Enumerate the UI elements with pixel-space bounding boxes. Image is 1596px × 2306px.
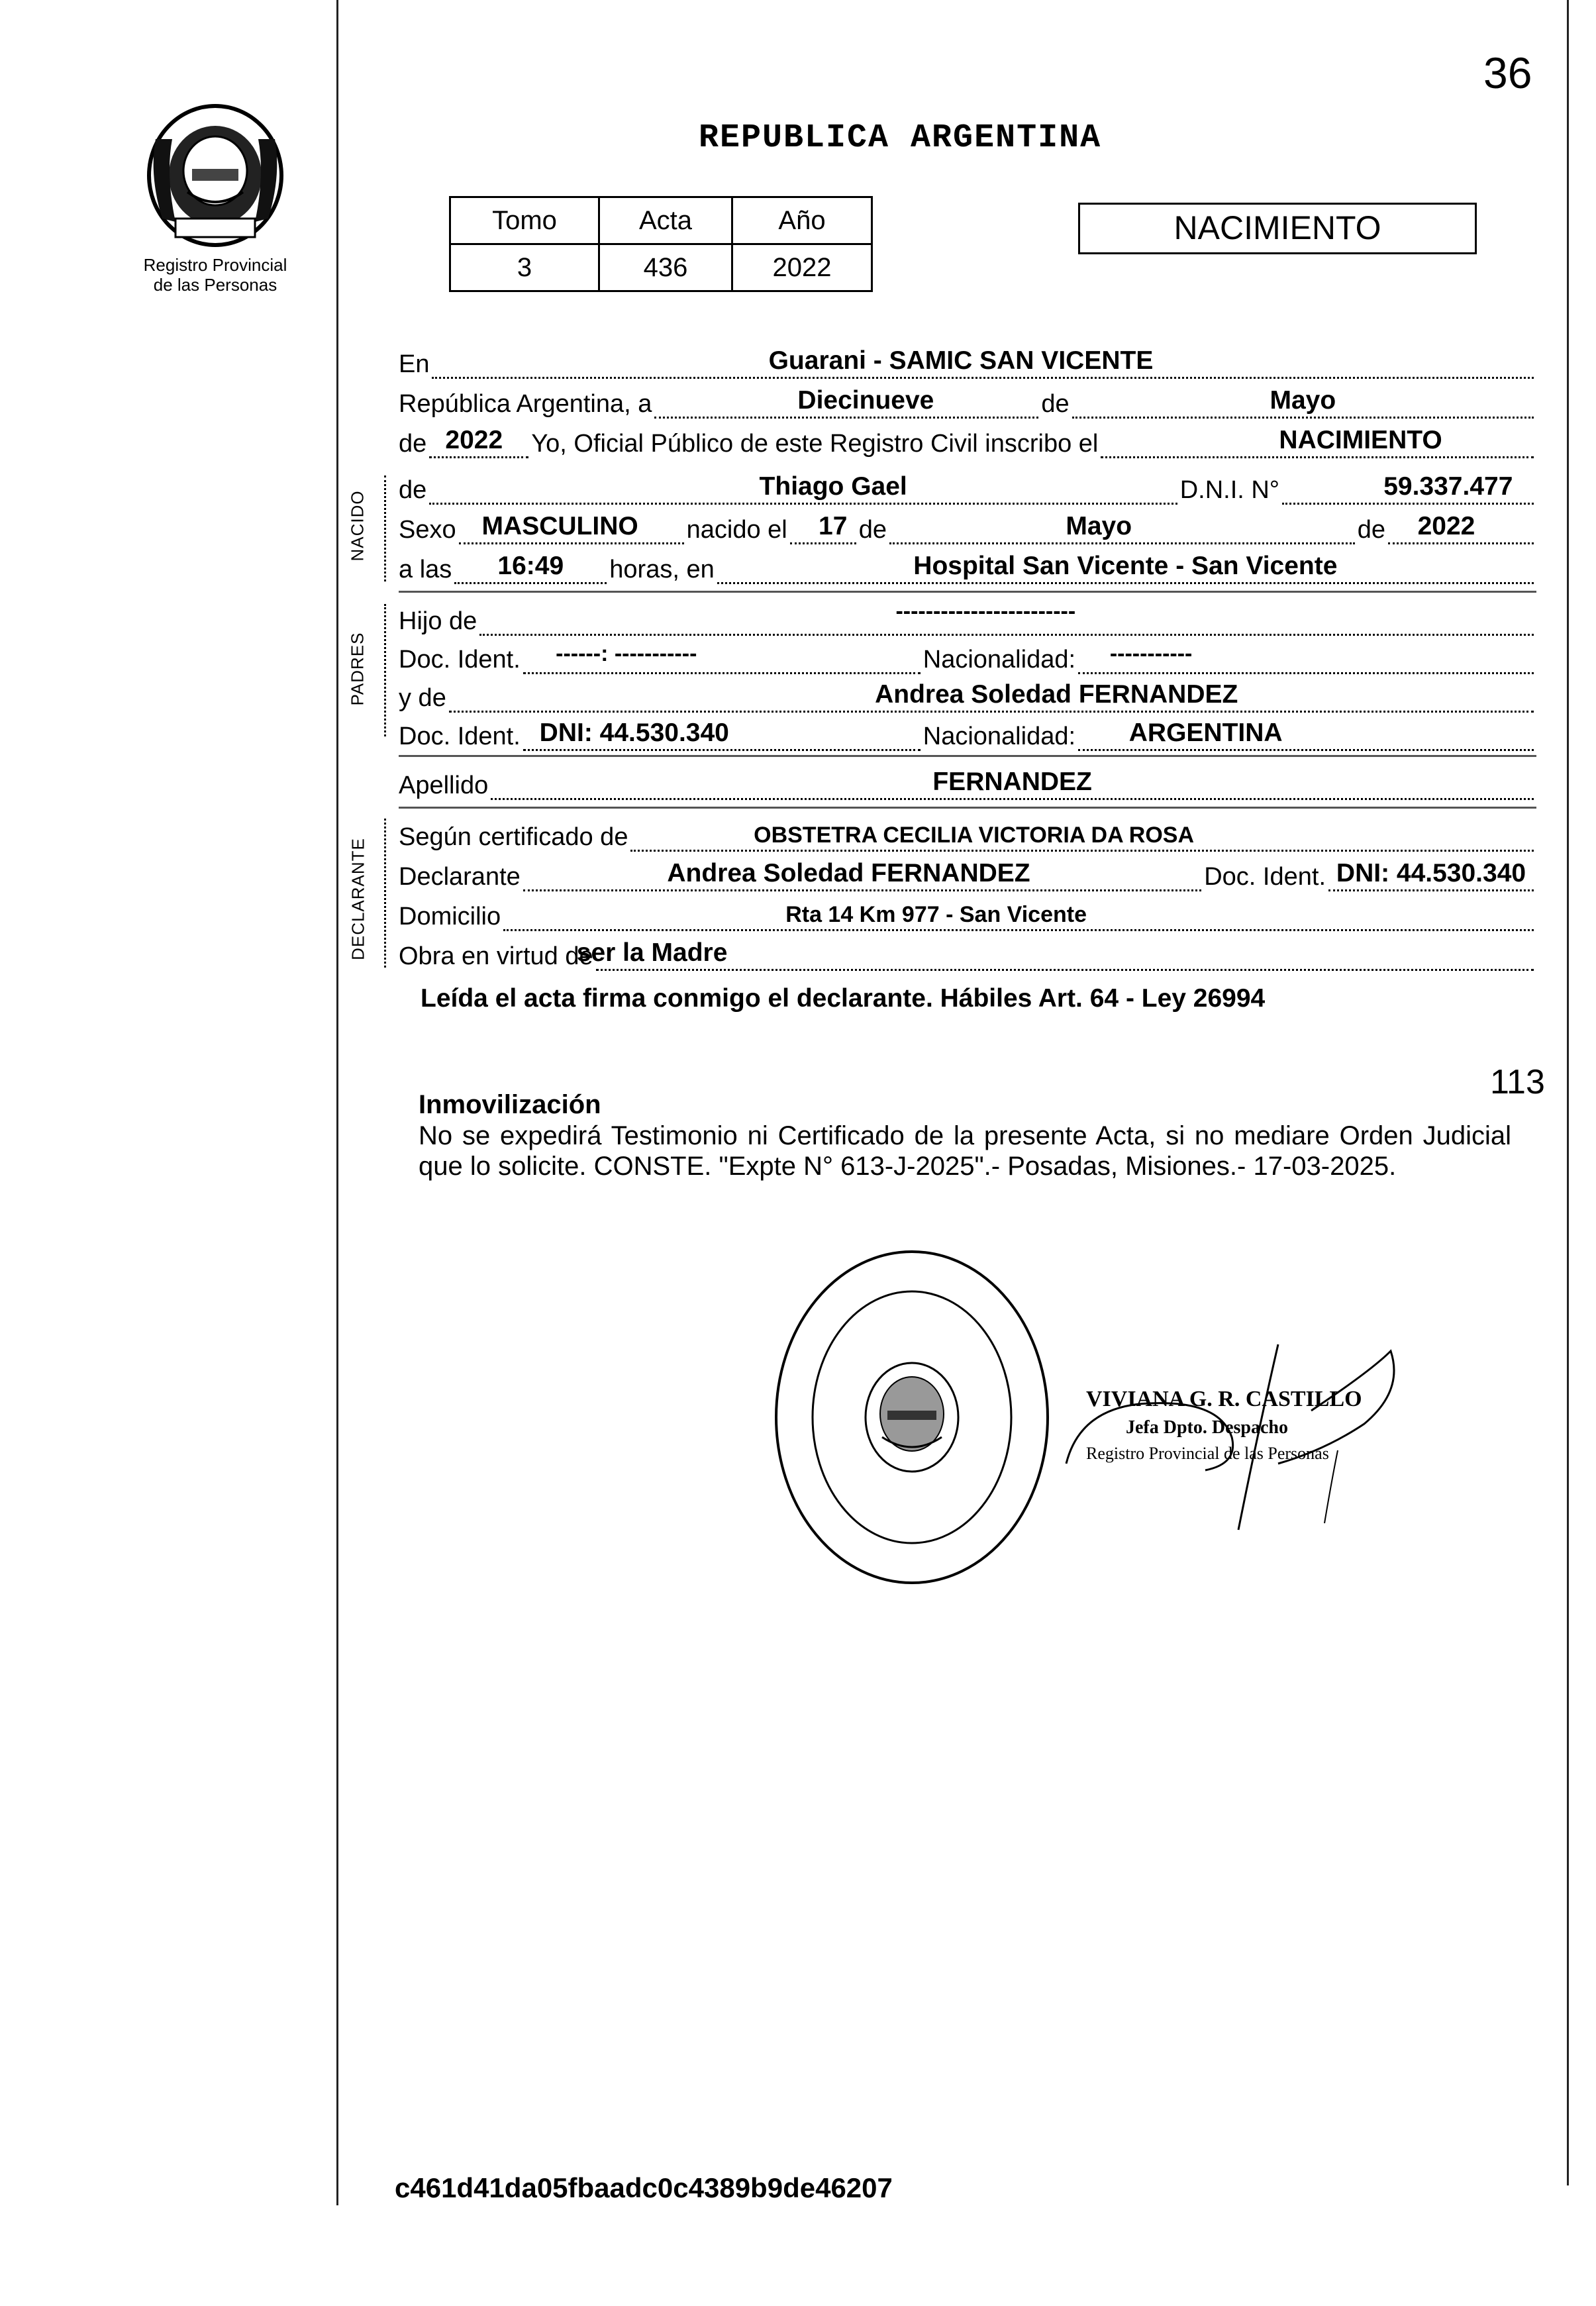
label-hijo-de: Hijo de <box>399 607 477 635</box>
field-birth-place-leader <box>717 553 1534 584</box>
field-birth-month-leader <box>889 513 1355 544</box>
label-apellido: Apellido <box>399 772 489 799</box>
intro-row-2 <box>399 379 1536 419</box>
label-nacido-el: nacido el <box>686 516 787 544</box>
field-birth-day-leader <box>790 513 856 544</box>
field-certificate-leader <box>630 821 1534 852</box>
field-father-leader <box>479 599 1534 636</box>
padres-row-3 <box>399 673 1536 713</box>
field-day-leader <box>654 387 1038 419</box>
label-de-name: de <box>399 476 427 504</box>
table-value-acta: 436 <box>599 244 732 291</box>
field-birth-year-leader <box>1388 513 1534 544</box>
field-obra-leader <box>576 938 1534 971</box>
field-mother-nationality-leader <box>1078 720 1534 751</box>
field-declarante: Andrea Soledad FERNANDEZ <box>667 859 1030 887</box>
field-father-nationality-leader <box>1078 643 1534 674</box>
field-certificate: OBSTETRA CECILIA VICTORIA DA ROSA <box>754 823 1195 848</box>
table-header-tomo: Tomo <box>450 197 599 244</box>
table-header-anio: Año <box>732 197 872 244</box>
intro-row-1 <box>399 339 1536 379</box>
field-time-leader <box>454 553 607 584</box>
inmovilizacion-title: Inmovilización <box>419 1090 601 1119</box>
page-sub-number: 113 <box>1490 1063 1545 1101</box>
left-margin-rule <box>336 0 338 2205</box>
field-declarante-doc-leader <box>1328 860 1534 891</box>
field-month: Mayo <box>1270 386 1336 415</box>
label-obra: Obra en virtud de <box>399 942 593 970</box>
page-number: 36 <box>1483 48 1532 97</box>
field-father-nationality: ----------- <box>1109 641 1193 666</box>
label-republica: República Argentina, a <box>399 390 652 418</box>
section-label-padres: PADRES <box>347 632 368 706</box>
field-father: ------------------------ <box>895 599 1076 624</box>
field-birth-day: 17 <box>819 512 848 540</box>
field-sexo: MASCULINO <box>481 512 638 540</box>
record-type-box: NACIMIENTO <box>1078 203 1477 254</box>
registry-caption-line2: de las Personas <box>153 275 277 295</box>
field-birth-place: Hospital San Vicente - San Vicente <box>913 552 1338 580</box>
field-domicilio: Rta 14 Km 977 - San Vicente <box>785 902 1087 927</box>
label-domicilio: Domicilio <box>399 903 501 930</box>
divider-after-nacido <box>399 591 1536 593</box>
label-de-year: de <box>399 430 427 458</box>
document-hash: c461d41da05fbaadc0c4389b9de46207 <box>395 2172 893 2203</box>
divider-after-apellido <box>399 807 1536 809</box>
inmovilizacion-text: No se expedirá Testimonio ni Certificado de la presente Acta, si no mediare Orden Judicial que lo solicite. CONSTE. "Expte N° 613-J-2025".- Posadas, Misiones.- 17-03-2025. <box>419 1121 1511 1181</box>
label-a-las: a las <box>399 556 452 583</box>
signature-org: Registro Provincial de las Personas <box>1086 1444 1329 1463</box>
label-de-birth-year: de <box>1357 516 1385 544</box>
label-nacionalidad-father: Nacionalidad: <box>923 646 1076 674</box>
field-time: 16:49 <box>497 552 564 580</box>
field-declarante-leader <box>523 860 1201 891</box>
padres-row-1 <box>399 596 1536 636</box>
field-mother-nationality: ARGENTINA <box>1128 719 1283 747</box>
declarante-bracket <box>384 819 387 968</box>
field-day: Diecinueve <box>797 386 934 415</box>
field-father-doc: ------: ----------- <box>556 641 697 666</box>
province-logo <box>136 99 295 252</box>
nacido-row-1 <box>399 465 1536 505</box>
field-apellido-leader <box>491 769 1534 800</box>
declarante-row-3 <box>399 891 1536 931</box>
label-declarante: Declarante <box>399 863 521 891</box>
field-mother-doc: DNI: 44.530.340 <box>539 719 729 747</box>
label-nacionalidad-mother: Nacionalidad: <box>923 723 1076 750</box>
label-y-de: y de <box>399 684 446 712</box>
field-place-leader <box>432 348 1534 379</box>
field-year-leader <box>429 427 528 458</box>
registry-caption <box>113 255 318 295</box>
label-segun: Según certificado de <box>399 823 628 851</box>
document-title: REPUBLICA ARGENTINA <box>699 119 1102 157</box>
record-table-header-row <box>450 197 872 244</box>
field-father-doc-leader <box>523 643 921 674</box>
padres-row-2 <box>399 634 1536 674</box>
field-month-leader <box>1072 387 1534 419</box>
field-birth-year: 2022 <box>1417 512 1475 540</box>
padres-row-4 <box>399 711 1536 751</box>
label-dni: D.N.I. N° <box>1179 476 1279 504</box>
intro-row-3 <box>399 419 1536 458</box>
official-stamp <box>770 1245 1054 1589</box>
field-place: Guarani - SAMIC SAN VICENTE <box>768 346 1154 375</box>
field-declarante-doc: DNI: 44.530.340 <box>1336 859 1526 887</box>
label-official-text: Yo, Oficial Público de este Registro Civil inscribo el <box>531 430 1099 458</box>
field-dni-leader <box>1282 474 1534 505</box>
field-mother-doc-leader <box>523 720 921 751</box>
declarante-row-1 <box>399 812 1536 852</box>
label-doc-ident-declarante: Doc. Ident. <box>1204 863 1326 891</box>
padres-bracket <box>384 604 387 736</box>
label-de-month: de <box>1041 390 1070 418</box>
field-child-name: Thiago Gael <box>759 472 907 501</box>
signature-mark <box>1060 1331 1430 1550</box>
label-horas-en: horas, en <box>609 556 715 583</box>
field-name-leader <box>429 474 1177 505</box>
declarante-row-4 <box>399 931 1536 971</box>
apellido-row <box>399 760 1536 800</box>
label-de-birth-month: de <box>858 516 887 544</box>
nacido-row-2 <box>399 505 1536 544</box>
field-apellido: FERNANDEZ <box>932 768 1092 796</box>
signature-title: Jefa Dpto. Despacho <box>1126 1417 1288 1438</box>
field-inscription-leader <box>1101 427 1534 458</box>
registry-caption-line1: Registro Provincial <box>143 255 287 275</box>
field-sexo-leader <box>459 513 684 544</box>
label-sexo: Sexo <box>399 516 456 544</box>
field-mother: Andrea Soledad FERNANDEZ <box>875 680 1238 709</box>
right-margin-rule <box>1567 0 1569 2185</box>
field-obra: ser la Madre <box>576 938 728 967</box>
closing-statement: Leída el acta firma conmigo el declarante. Hábiles Art. 64 - Ley 26994 <box>421 984 1266 1013</box>
divider-after-padres <box>399 755 1536 757</box>
field-inscription: NACIMIENTO <box>1279 426 1442 454</box>
table-value-tomo: 3 <box>450 244 599 291</box>
record-table-value-row <box>450 244 872 291</box>
table-header-acta: Acta <box>599 197 732 244</box>
section-label-declarante: DECLARANTE <box>348 838 368 960</box>
field-mother-leader <box>449 681 1534 713</box>
nacido-bracket <box>384 476 387 581</box>
field-birth-month: Mayo <box>1066 512 1132 540</box>
label-en: En <box>399 350 430 378</box>
record-table <box>449 196 873 292</box>
field-domicilio-leader <box>503 900 1534 931</box>
section-label-nacido: NACIDO <box>347 490 368 562</box>
signature-name: VIVIANA G. R. CASTILLO <box>1086 1387 1362 1411</box>
label-doc-ident-mother: Doc. Ident. <box>399 723 521 750</box>
nacido-row-3 <box>399 544 1536 584</box>
field-child-dni: 59.337.477 <box>1383 472 1513 501</box>
field-year: 2022 <box>445 426 503 454</box>
label-doc-ident-father: Doc. Ident. <box>399 646 521 674</box>
table-value-anio: 2022 <box>732 244 872 291</box>
declarante-row-2 <box>399 852 1536 891</box>
